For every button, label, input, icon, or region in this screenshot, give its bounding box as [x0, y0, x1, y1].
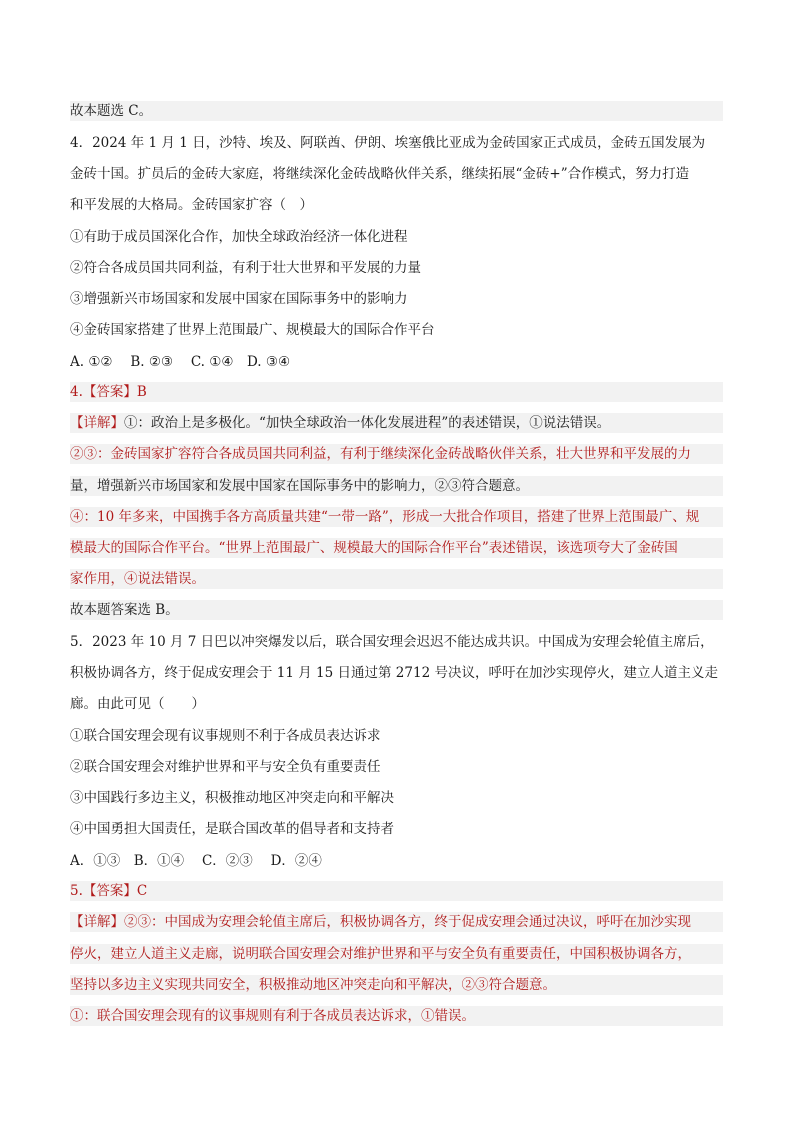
- q4-option-4: ④金砖国家搭建了世界上范围最广、规模最大的国际合作平台: [70, 322, 435, 338]
- q5-detail-line-1: [70, 912, 723, 932]
- q5-option-3: ③中国践行多边主义，积极推动地区冲突走向和平解决: [70, 790, 394, 806]
- q5-stem-line-3: 廊。由此可见（ ）: [70, 696, 205, 712]
- q5-answer-label: 5.【答案】: [70, 883, 137, 899]
- q4-detail-line-3: 量，增强新兴市场国家和发展中国家在国际事务中的影响力，②③符合题意。: [70, 476, 723, 496]
- q3-conclusion: 故本题选 C。: [70, 101, 723, 121]
- q5-answer-value: C: [136, 883, 148, 899]
- q5-answer: [70, 881, 723, 901]
- q4-stem-line-1: 4．2024 年 1 月 1 日，沙特、埃及、阿联酋、伊朗、埃塞俄比亚成为金砖国家正式成员，金砖五国发展为: [70, 135, 706, 151]
- q4-option-2: ②符合各成员国共同利益，有利于壮大世界和平发展的力量: [70, 260, 421, 276]
- q5-detail-text-1: ②③：中国成为安理会轮值主席后，积极协调各方，终于促成安理会通过决议，呼吁在加沙实现: [124, 914, 691, 930]
- q5-detail-label: 【详解】: [70, 914, 124, 930]
- q4-detail-line-4: ④：10 年多来，中国携手各方高质量共建“一带一路”，形成一大批合作项目，搭建了世界上范围最广、规: [70, 507, 723, 527]
- q4-option-3: ③增强新兴市场国家和发展中国家在国际事务中的影响力: [70, 291, 408, 307]
- q5-option-2: ②联合国安理会对维护世界和平与安全负有重要责任: [70, 759, 381, 775]
- q4-conclusion: 故本题答案选 B。: [70, 600, 723, 620]
- q4-choices: A. ①② B. ②③ C. ①④ D. ③④: [70, 354, 291, 370]
- q5-option-4: ④中国勇担大国责任，是联合国改革的倡导者和支持者: [70, 821, 394, 837]
- q5-detail-line-4: ①：联合国安理会现有的议事规则有利于各成员表达诉求，①错误。: [70, 1006, 723, 1026]
- q5-detail-line-2: 停火，建立人道主义走廊，说明联合国安理会对维护世界和平与安全负有重要责任，中国积极协调各方，: [70, 944, 723, 964]
- q5-option-1: ①联合国安理会现有议事规则不利于各成员表达诉求: [70, 728, 381, 744]
- q4-stem-line-3: 和平发展的大格局。金砖国家扩容（ ）: [70, 197, 313, 213]
- q4-answer: [70, 382, 723, 402]
- q4-detail-line-1: [70, 413, 723, 433]
- q4-detail-line-5: 模最大的国际合作平台。“世界上范围最广、规模最大的国际合作平台”表述错误，该选项夸大了金砖国: [70, 538, 723, 558]
- q5-detail-line-3: 坚持以多边主义实现共同安全，积极推动地区冲突走向和平解决，②③符合题意。: [70, 975, 723, 995]
- q5-stem-line-1: 5．2023 年 10 月 7 日巴以冲突爆发以后，联合国安理会迟迟不能达成共识。中国成为安理会轮值主席后，: [70, 634, 714, 650]
- q4-detail-label: 【详解】: [70, 415, 124, 431]
- q4-answer-label: 4.【答案】: [70, 384, 137, 400]
- q4-answer-value: B: [136, 384, 147, 400]
- q5-choices: A．①③ B．①④ C．②③ D．②④: [70, 853, 322, 869]
- q4-detail-text-1: ①：政治上是多极化。“加快全球政治一体化发展进程”的表述错误，①说法错误。: [124, 415, 611, 431]
- q4-stem-line-2: 金砖十国。扩员后的金砖大家庭，将继续深化金砖战略伙伴关系，继续拓展“金砖+”合作模式，努力打造: [70, 166, 690, 182]
- q4-detail-line-2: ②③：金砖国家扩容符合各成员国共同利益，有利于继续深化金砖战略伙伴关系，壮大世界和平发展的力: [70, 444, 723, 464]
- q4-option-1: ①有助于成员国深化合作，加快全球政治经济一体化进程: [70, 229, 408, 245]
- q4-detail-line-6: 家作用，④说法错误。: [70, 569, 723, 589]
- q5-stem-line-2: 积极协调各方，终于促成安理会于 11 月 15 日通过第 2712 号决议，呼吁在加沙实现停火，建立人道主义走: [70, 665, 718, 681]
